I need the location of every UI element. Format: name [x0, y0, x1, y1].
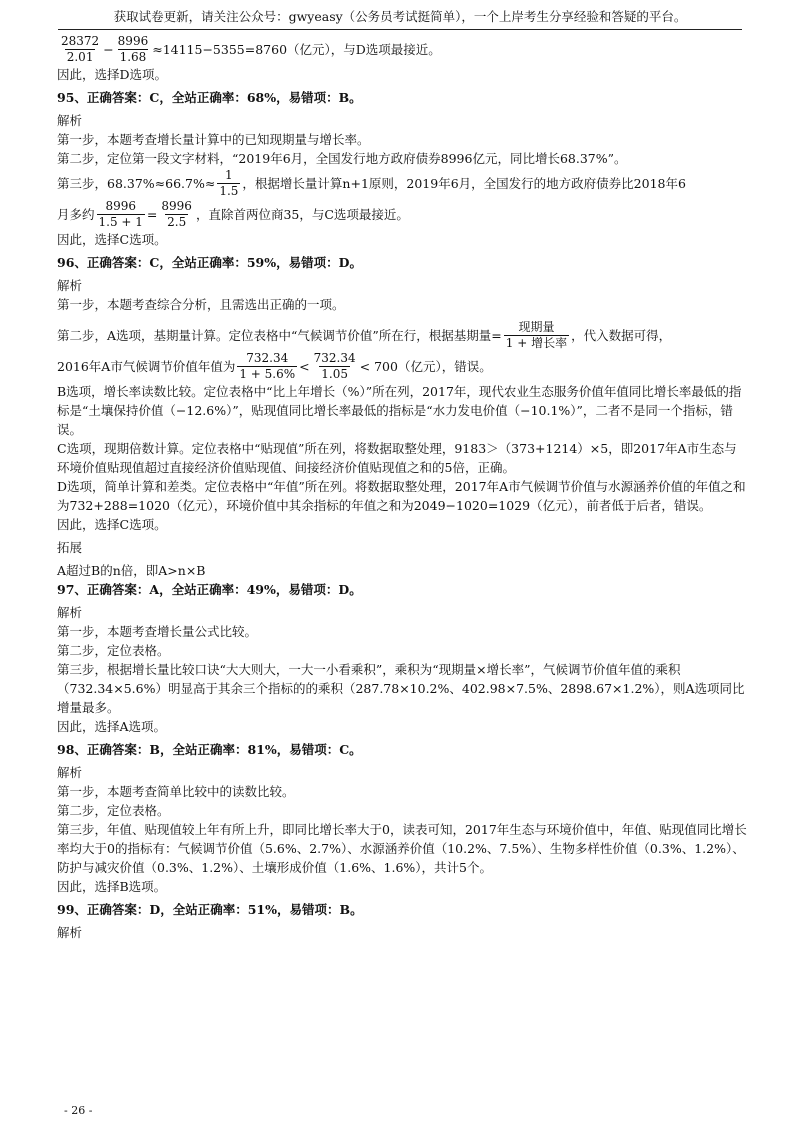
q96-analysis-label: 解析 [57, 278, 83, 293]
q95-conclusion: 因此，选择C选项。 [57, 232, 167, 247]
fraction: $\frac{8996}{1.5 + 1}$ [98, 199, 143, 229]
q96-step-1: 第一步，本题考查综合分析，且需选出正确的一项。 [57, 297, 345, 312]
fraction: $\frac{8996}{1.68}$ [117, 34, 149, 64]
q94-formula-line: $\frac{28372}{2.01}$ − $\frac{8996}{1.68}$ ≈14115−5355=8760（亿元），与D选项最接近。 [61, 34, 441, 64]
q98-analysis-label: 解析 [57, 765, 83, 780]
q96-step-2: 第二步，A选项，基期量计算。定位表格中“气候调节价值”所在行，根据基期量= $\frac{\text{现期量}}{\text{1 + 增长率}}$ ，代入数据可得， [57, 320, 672, 350]
q95-step-3-cont: 月多约 $\frac{8996}{1.5 + 1}$ = $\frac{8996}{2.5}$ ，直除首两位商35，与C选项最接近。 [57, 199, 409, 229]
q95-analysis-label: 解析 [57, 113, 83, 128]
q96-option-b: B选项，增长率读数比较。定位表格中“比上年增长（%）”所在列，2017年，现代农业生态服务价值年值同比增长率最低的指标是“土壤保持价值（−12.6%）”，贴现值同比增长率最低的指标是“水力发电价值（−10.1%）”，二者不是同一个指标，错误。 [57, 384, 742, 437]
fraction: $\frac{8996}{2.5}$ [161, 199, 192, 229]
q98-step-1: 第一步，本题考查简单比较中的读数比较。 [57, 784, 295, 799]
page-number: - 26 - [64, 1104, 93, 1117]
q97-step-2: 第二步，定位表格。 [57, 643, 170, 658]
q94-conclusion: 因此，选择D选项。 [57, 67, 168, 82]
fraction: $\frac{732.34}{1.05}$ [313, 351, 356, 381]
q99-analysis-label: 解析 [57, 925, 83, 940]
q96-answer-heading: 96、正确答案：C，全站正确率：59%，易错项：D。 [57, 255, 362, 270]
q95-step-3: 第三步，68.37%≈66.7%≈ $\frac{1}{1.5}$ ，根据增长量计算n+1原则，2019年6月，全国发行的地方政府债券比2018年6 [57, 168, 686, 198]
q95-answer-heading: 95、正确答案：C，全站正确率：68%，易错项：B。 [57, 90, 362, 105]
fraction: $\frac{\text{现期量}}{\text{1 + 增长率}}$ [505, 320, 568, 350]
q97-step-1: 第一步，本题考查增长量公式比较。 [57, 624, 258, 639]
q94-result: ≈14115−5355=8760（亿元），与D选项最接近。 [152, 41, 441, 57]
page-header: 获取试卷更新，请关注公众号：gwyeasy（公务员考试挺简单），一个上岸考生分享经验和答疑的平台。 [113, 9, 687, 24]
q96-extension-label: 拓展 [57, 540, 83, 555]
q96-option-d: D选项，简单计算和差类。定位表格中“年值”所在列。将数据取整处理，2017年A市气候调节价值与水源涵养价值的年值之和为732+288=1020（亿元），环境价值中其余指标的年值之和为2049−1020=1029（亿元），前者低于后者，错误。 [57, 479, 746, 513]
q96-conclusion: 因此，选择C选项。 [57, 517, 167, 532]
q98-conclusion: 因此，选择B选项。 [57, 879, 167, 894]
q95-step-1: 第一步，本题考查增长量计算中的已知现期量与增长率。 [57, 132, 370, 147]
fraction: $\frac{28372}{2.01}$ [61, 34, 100, 64]
q97-analysis-label: 解析 [57, 605, 83, 620]
q96-option-c: C选项，现期倍数计算。定位表格中“贴现值”所在列，将数据取整处理，9183＞（373+1214）×5，即2017年A市生态与环境价值贴现值超过直接经济价值贴现值、间接经济价值贴现值之和的5倍，正确。 [57, 441, 737, 475]
fraction: $\frac{732.34}{1 + 5.6\%}$ [239, 351, 296, 381]
q95-step-2: 第二步，定位第一段文字材料，“2019年6月，全国发行地方政府债券8996亿元，同比增长68.37%”。 [57, 151, 627, 166]
q99-answer-heading: 99、正确答案：D，全站正确率：51%，易错项：B。 [57, 902, 363, 917]
q96-step-2-cont: 2016年A市气候调节价值年值为 $\frac{732.34}{1 + 5.6\%}$ < $\frac{732.34}{1.05}$ < 700 （亿元），错误。 [57, 351, 492, 381]
header-rule [58, 29, 742, 30]
q96-extension-body: A超过B的n倍，即A>n×B [57, 563, 206, 578]
q97-answer-heading: 97、正确答案：A，全站正确率：49%，易错项：D。 [57, 582, 362, 597]
document-body [57, 34, 747, 942]
q98-step-2: 第二步，定位表格。 [57, 803, 170, 818]
q98-step-3: 第三步，年值、贴现值较上年有所上升，即同比增长率大于0，读表可知，2017年生态与环境价值中，年值、贴现值同比增长率均大于0的指标有：气候调节价值（5.6%、2.7%）、水源涵养价值（10.2%、7.5%）、生物多样性价值（0.3%、1.2%）、防护与减灾价值（0.3%、1.2%）、土壤形成价值（1.6%、1.6%），共计5个。 [57, 822, 747, 875]
q97-conclusion: 因此，选择A选项。 [57, 719, 167, 734]
q97-step-3: 第三步，根据增长量比较口诀“大大则大，一大一小看乘积”，乘积为“现期量×增长率”，气候调节价值年值的乘积（732.34×5.6%）明显高于其余三个指标的的乘积（287.78×10.2%、402.98×7.5%、2898.67×1.2%），则A选项同比增量最多。 [57, 662, 745, 715]
fraction: $\frac{1}{1.5}$ [219, 168, 239, 198]
q98-answer-heading: 98、正确答案：B，全站正确率：81%，易错项：C。 [57, 742, 362, 757]
